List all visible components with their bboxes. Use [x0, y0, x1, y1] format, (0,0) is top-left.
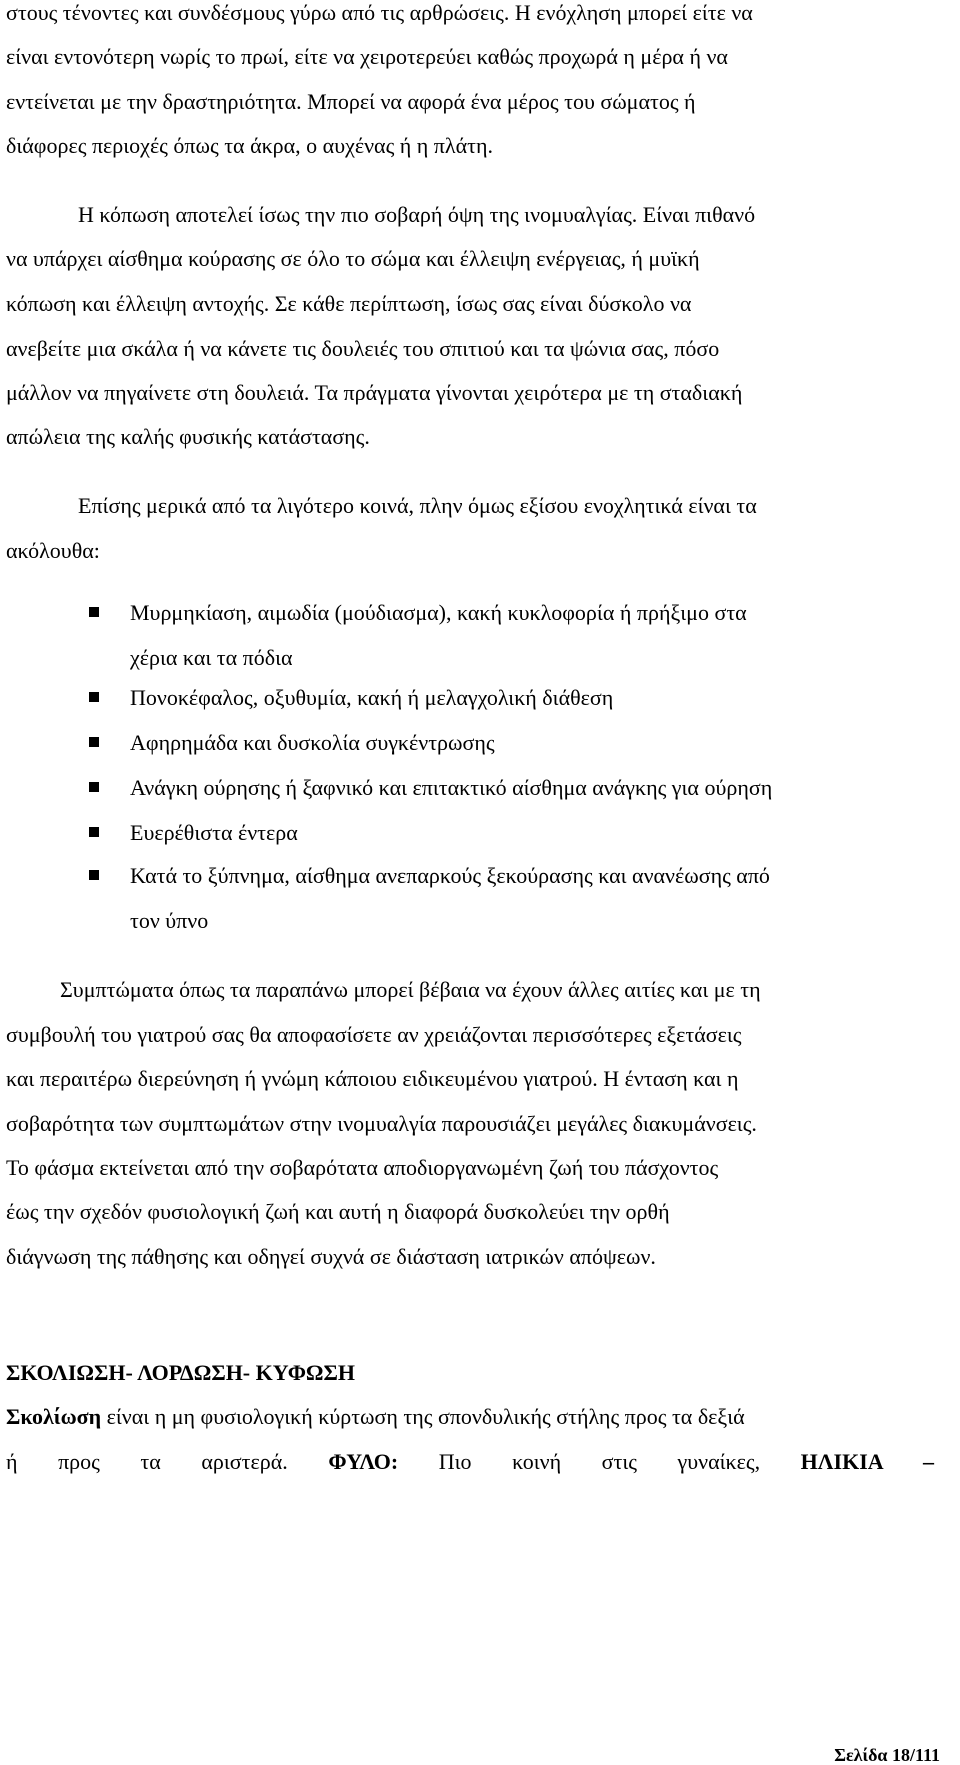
definition-line [6, 1404, 745, 1430]
paragraph-line: σοβαρότητα των συμπτωμάτων στην ινομυαλγία παρουσιάζει μεγάλες διακυμάνσεις. [6, 1111, 757, 1136]
paragraph-line: και περαιτέρω διερεύνηση ή γνώμη κάποιου ειδικευμένου γιατρού. Η ένταση και η [6, 1066, 739, 1091]
paragraph-line: Η κόπωση αποτελεί ίσως την πιο σοβαρή όψη της ινομυαλγίας. Είναι πιθανό [78, 202, 756, 227]
paragraph-line: συμβουλή του γιατρού σας θα αποφασίσετε αν χρειάζονται περισσότερες εξετάσεις [6, 1022, 742, 1047]
page-number: Σελίδα 18/111 [834, 1745, 940, 1765]
square-bullet-icon [89, 737, 99, 747]
paragraph-line: είναι εντονότερη νωρίς το πρωί, είτε να χειροτερεύει καθώς προχωρά η μέρα ή να [6, 44, 728, 69]
square-bullet-icon [89, 692, 99, 702]
sex-text: Πιο κοινή στις γυναίκες, [438, 1449, 761, 1474]
list-item-text: χέρια και τα πόδια [130, 645, 293, 670]
term-scoliosis: Σκολίωση [6, 1404, 102, 1429]
paragraph-line: Συμπτώματα όπως τα παραπάνω μπορεί βέβαια να έχουν άλλες αιτίες και με τη [60, 977, 761, 1002]
sex-label: ΦΥΛΟ: [328, 1449, 399, 1474]
list-item-text: Μυρμηκίαση, αιμωδία (μούδιασμα), κακή κυκλοφορία ή πρήξιμο στα [130, 600, 747, 625]
paragraph-line: να υπάρχει αίσθημα κούρασης σε όλο το σώμα και έλλειψη ενέργειας, ή μυϊκή [6, 246, 700, 271]
age-label: ΗΛΙΚΙΑ – [800, 1449, 935, 1474]
square-bullet-icon [89, 827, 99, 837]
section-heading: ΣΚΟΛΙΩΣΗ- ΛΟΡΔΩΣΗ- ΚΥΦΩΣΗ [6, 1360, 356, 1385]
square-bullet-icon [89, 607, 99, 617]
list-item-text: Ανάγκη ούρησης ή ξαφνικό και επιτακτικό αίσθημα ανάγκης για ούρηση [130, 775, 773, 800]
paragraph-line: ακόλουθα: [6, 538, 100, 563]
paragraph-line: μάλλον να πηγαίνετε στη δουλειά. Τα πράγματα γίνονται χειρότερα με τη σταδιακή [6, 380, 743, 405]
paragraph-line: Επίσης μερικά από τα λιγότερο κοινά, πλην όμως εξίσου ενοχλητικά είναι τα [78, 493, 757, 518]
definition-text: ή προς τα αριστερά. [6, 1449, 288, 1474]
list-item-text: Αφηρημάδα και δυσκολία συγκέντρωσης [130, 730, 495, 755]
paragraph-line: Το φάσμα εκτείνεται από την σοβαρότατα αποδιοργανωμένη ζωή του πάσχοντος [6, 1155, 719, 1180]
paragraph-line: διάγνωση της πάθησης και οδηγεί συχνά σε διάσταση ιατρικών απόψεων. [6, 1244, 656, 1269]
paragraph-line: απώλεια της καλής φυσικής κατάστασης. [6, 424, 370, 449]
list-item-text: Πονοκέφαλος, οξυθυμία, κακή ή μελαγχολική διάθεση [130, 685, 614, 710]
list-item-text: τον ύπνο [130, 908, 209, 933]
list-item-text: Κατά το ξύπνημα, αίσθημα ανεπαρκούς ξεκούρασης και ανανέωσης από [130, 863, 770, 888]
paragraph-line: ανεβείτε μια σκάλα ή να κάνετε τις δουλειές του σπιτιού και τα ψώνια σας, πόσο [6, 336, 720, 361]
square-bullet-icon [89, 782, 99, 792]
paragraph-line: διάφορες περιοχές όπως τα άκρα, ο αυχένας ή η πλάτη. [6, 133, 493, 158]
paragraph-line: στους τένοντες και συνδέσμους γύρω από τις αρθρώσεις. Η ενόχληση μπορεί είτε να [6, 0, 753, 25]
paragraph-line: έως την σχεδόν φυσιολογική ζωή και αυτή η διαφορά δυσκολεύει την ορθή [6, 1199, 670, 1224]
square-bullet-icon [89, 870, 99, 880]
definition-line [6, 1449, 934, 1475]
paragraph-line: εντείνεται με την δραστηριότητα. Μπορεί να αφορά ένα μέρος του σώματος ή [6, 89, 696, 114]
definition-text: είναι η μη φυσιολογική κύρτωση της σπονδυλικής στήλης προς τα δεξιά [101, 1404, 745, 1429]
list-item-text: Ευερέθιστα έντερα [130, 820, 298, 845]
paragraph-line: κόπωση και έλλειψη αντοχής. Σε κάθε περίπτωση, ίσως σας είναι δύσκολο να [6, 291, 692, 316]
